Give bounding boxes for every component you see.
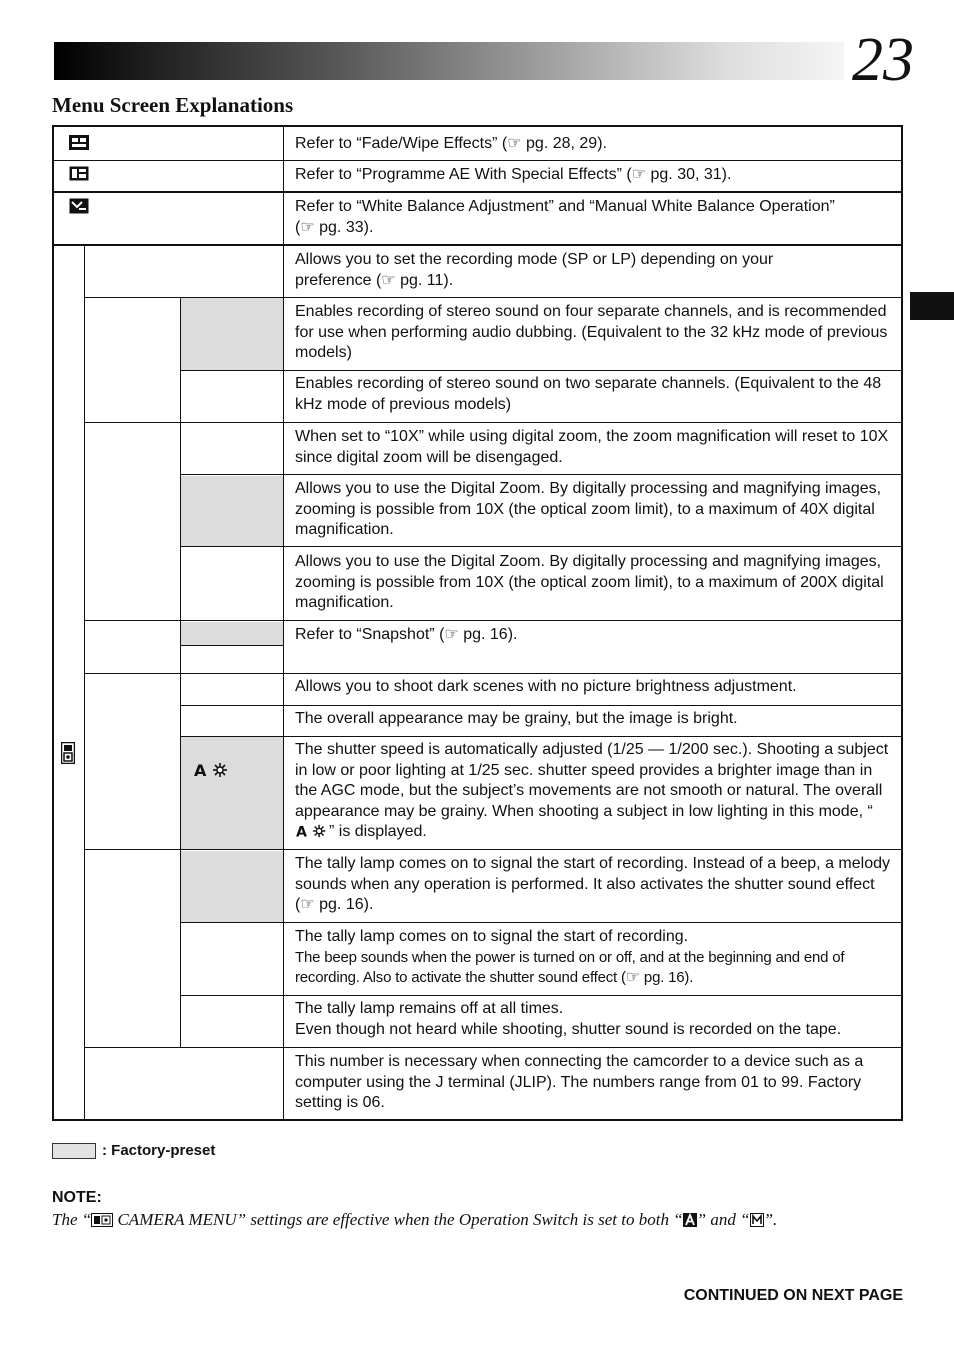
row-divider <box>84 297 903 298</box>
row-description: Allows you to shoot dark scenes with no picture brightness adjustment. <box>295 678 797 695</box>
camera-menu-icon <box>61 742 75 764</box>
note-title: NOTE: <box>52 1189 102 1206</box>
row-description: Allows you to set the recording mode (SP or LP) depending on your preference (☞ pg. 11). <box>295 251 774 289</box>
menu-table <box>52 125 903 1121</box>
row-divider <box>180 736 903 737</box>
continued-label: CONTINUED ON NEXT PAGE <box>683 1287 903 1304</box>
wipe-fader-menu-icon <box>69 135 89 150</box>
row-description: Refer to “Fade/Wipe Effects” (☞ pg. 28, 29). <box>295 135 607 152</box>
manual-mode-icon <box>750 1213 764 1227</box>
row-description: Enables recording of stereo sound on two separate channels. (Equivalent to the 48 kHz mode of previous models) <box>295 375 882 413</box>
row-divider <box>84 673 903 674</box>
pointer-icon: ☞ <box>444 626 459 643</box>
row-divider <box>84 422 903 423</box>
row-description: This number is necessary when connecting the camcorder to a device such as a computer using the J terminal (JLIP). The numbers range from 01 to 99. Factory setting is 06. <box>295 1053 864 1111</box>
factory-preset-swatch <box>52 1143 96 1159</box>
factory-preset-cell <box>181 622 284 645</box>
factory-preset-label: : Factory-preset <box>102 1142 216 1159</box>
column-divider <box>283 127 284 1119</box>
column-divider <box>180 423 181 1047</box>
row-description: The tally lamp remains off at all times. Even though not heard while shooting, shutter sound is recorded on the tape. <box>295 1000 842 1038</box>
pointer-icon: ☞ <box>507 135 522 152</box>
page-number: 23 <box>852 26 914 94</box>
factory-preset-cell <box>181 851 284 922</box>
factory-preset-cell <box>181 737 284 849</box>
row-description: Refer to “Snapshot” (☞ pg. 16). <box>295 626 518 643</box>
header-gradient-bar <box>54 42 844 80</box>
row-divider <box>84 849 903 850</box>
pointer-icon: ☞ <box>300 896 315 913</box>
row-description: Allows you to use the Digital Zoom. By digitally processing and magnifying images, zooming is possible from 10X (the optical zoom limit), to a maximum of 40X digital magnification. <box>295 480 882 538</box>
pointer-icon: ☞ <box>300 218 315 236</box>
row-divider <box>180 370 903 371</box>
auto-mode-icon <box>683 1213 697 1227</box>
white-balance-menu-icon <box>69 198 89 214</box>
section-tab-marker <box>910 292 954 320</box>
row-divider <box>180 645 283 646</box>
svg-text:A: A <box>296 824 308 839</box>
row-description: Refer to “Programme AE With Special Effects” (☞ pg. 30, 31). <box>295 166 732 183</box>
factory-preset-cell <box>181 298 284 370</box>
row-description: When set to “10X” while using digital zoom, the zoom magnification will reset to 10X since digital zoom will be disengaged. <box>295 428 889 466</box>
row-description: Refer to “White Balance Adjustment” and “Manual White Balance Operation” (☞ pg. 33). <box>295 198 835 236</box>
column-divider <box>84 245 85 1119</box>
pointer-icon: ☞ <box>625 969 640 986</box>
row-divider <box>54 244 903 246</box>
column-divider <box>180 297 181 423</box>
row-description: Enables recording of stereo sound on four separate channels, and is recommended for use when performing audio dubbing. (Equivalent to the 32 kHz mode of previous models) <box>295 303 888 361</box>
row-divider <box>180 705 903 706</box>
row-description: The tally lamp comes on to signal the start of recording. The beep sounds when the power is turned on or off, and at the beginning and end of recording. Also to activate the shutter sound effect (☞ pg. 16). <box>295 928 845 986</box>
row-divider <box>84 620 903 621</box>
pointer-icon: ☞ <box>381 271 396 289</box>
row-divider <box>180 474 903 475</box>
factory-preset-cell <box>181 476 284 547</box>
night-scope-icon <box>194 761 230 779</box>
programme-ae-menu-icon <box>69 166 89 181</box>
row-divider <box>180 922 903 923</box>
camera-menu-icon <box>91 1213 113 1227</box>
row-divider <box>180 995 903 996</box>
row-divider <box>54 160 903 161</box>
night-scope-icon <box>295 823 329 839</box>
row-description: Allows you to use the Digital Zoom. By digitally processing and magnifying images, zooming is possible from 10X (the optical zoom limit), to a maximum of 200X digital magnification. <box>295 553 884 611</box>
pointer-icon: ☞ <box>631 166 647 183</box>
row-description: The shutter speed is automatically adjusted (1/25 — 1/200 sec.). Shooting a subject in low or poor lighting at 1/25 sec. shutter speed provides a brighter image than in the AGC mode, but the subject’s movements are not smooth or natural. The overall appearance may be grainy. When shooting a subject in low lighting in this mode, “ A ” is displayed. <box>295 741 889 840</box>
row-description: The overall appearance may be grainy, but the image is bright. <box>295 710 738 727</box>
page-title: Menu Screen Explanations <box>52 93 294 117</box>
row-divider <box>54 191 903 193</box>
row-description: The tally lamp comes on to signal the start of recording. Instead of a beep, a melody sounds when any operation is performed. It also activates the shutter sound effect (☞ pg. 16). <box>295 855 890 913</box>
row-divider <box>180 546 903 547</box>
row-divider <box>84 1047 903 1048</box>
svg-text:A: A <box>194 761 207 779</box>
note-body: The “ CAMERA MENU” settings are effective when the Operation Switch is set to both “ ” and “ ”. <box>52 1210 778 1229</box>
